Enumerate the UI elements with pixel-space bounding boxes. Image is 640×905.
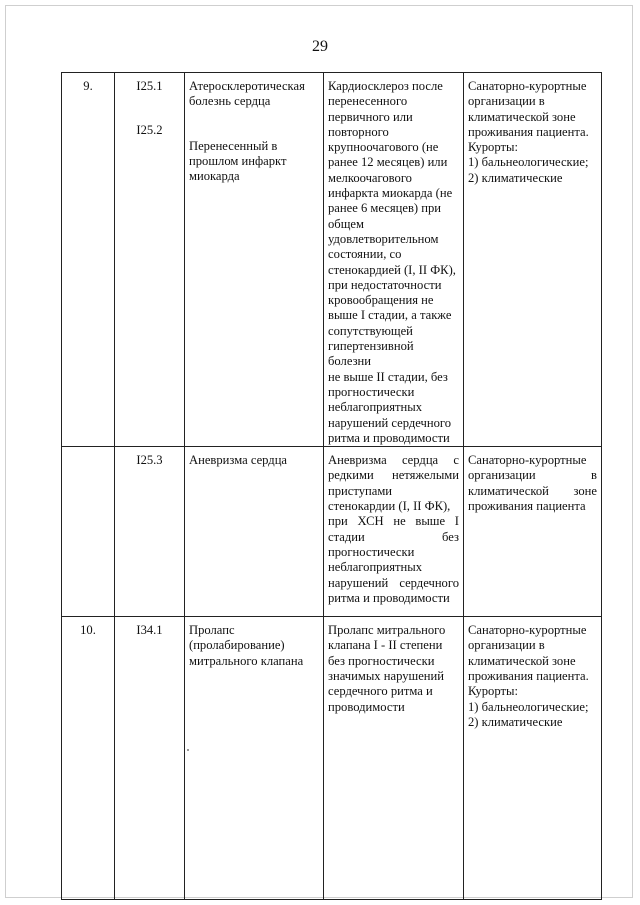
condition-line: ранее 12 месяцев) или <box>328 155 448 170</box>
icd-code: I34.1 <box>136 623 163 638</box>
icd-code: I25.3 <box>136 453 163 468</box>
icd-code: I25.2 <box>136 123 163 138</box>
condition-line: первичного или <box>328 109 413 124</box>
condition-line: Пролапс митрального <box>328 623 446 638</box>
condition-line: проводимости <box>328 699 405 714</box>
table-row <box>62 447 602 617</box>
condition-line: стенокардии (I, II ФК), <box>328 499 451 514</box>
condition-line: выше I стадии, а также <box>328 308 452 323</box>
condition-line: мелкоочагового <box>328 170 412 185</box>
condition-line: редкими нетяжелыми <box>328 468 459 483</box>
condition-line: прогностически <box>328 384 415 399</box>
recommendation-line: 1) бальнеологические; <box>468 155 589 170</box>
recommendation-line: Санаторно-курортные <box>468 453 587 468</box>
condition-line: ритма и проводимости <box>328 430 450 445</box>
recommendation-line: 1) бальнеологические; <box>468 699 589 714</box>
condition-line: кровообращения не <box>328 293 434 308</box>
recommendation-cell <box>464 447 602 617</box>
condition-cell <box>324 447 464 617</box>
recommendation-line: организации в <box>468 94 545 109</box>
condition-line: удовлетворительном <box>328 231 439 246</box>
row-number: 10. <box>62 617 115 900</box>
condition-line: клапана I - II степени <box>328 638 443 653</box>
diagnosis-text: Перенесенный в прошлом инфаркт миокарда <box>189 138 287 184</box>
scan-speck <box>187 749 189 751</box>
diagnosis-cell <box>185 617 324 900</box>
condition-cell <box>324 73 464 447</box>
condition-line: стадии без <box>328 529 459 544</box>
condition-line: повторного <box>328 124 389 139</box>
condition-line: значимых нарушений <box>328 669 445 684</box>
condition-line: при недостаточности <box>328 277 442 292</box>
icd-code-cell <box>115 447 185 617</box>
condition-line: состоянии, со <box>328 247 402 262</box>
recommendation-line: 2) климатические <box>468 714 563 729</box>
condition-line: ранее 6 месяцев) при <box>328 201 442 216</box>
condition-cell <box>324 617 464 900</box>
condition-line: без прогностически <box>328 653 435 668</box>
row-number: 9. <box>62 73 115 447</box>
recommendation-line: Санаторно-курортные <box>468 623 587 638</box>
condition-line: перенесенного <box>328 94 408 109</box>
treatment-table <box>61 72 602 900</box>
condition-line: стенокардией (I, II ФК), <box>328 262 456 277</box>
condition-line: нарушений сердечного <box>328 415 452 430</box>
recommendation-line: климатической зоне <box>468 483 597 498</box>
recommendation-line: проживания пациента <box>468 499 586 514</box>
condition-line: инфаркта миокарда (не <box>328 186 453 201</box>
condition-line: общем <box>328 216 364 231</box>
table-row <box>62 617 602 900</box>
recommendation-line: климатической зоне <box>468 109 576 124</box>
condition-line: приступами <box>328 483 393 498</box>
recommendation-line: Курорты: <box>468 684 518 699</box>
condition-line: Аневризма сердца с <box>328 453 459 468</box>
diagnosis-text: Атеросклеротическая болезнь сердца <box>189 79 305 109</box>
diagnosis-cell <box>185 73 324 447</box>
page-number: 29 <box>312 38 328 55</box>
table-row <box>62 73 602 447</box>
diagnosis-cell <box>185 447 324 617</box>
diagnosis-text: Пролапс (пролабирование) митрального клапана <box>189 623 304 668</box>
icd-code-cell <box>115 617 185 900</box>
condition-line: прогностически <box>328 544 415 559</box>
recommendation-line: 2) климатические <box>468 170 563 185</box>
recommendation-line: проживания пациента. <box>468 124 589 139</box>
condition-line: не выше II стадии, без <box>328 369 448 384</box>
recommendation-line: климатической зоне <box>468 653 576 668</box>
icd-code: I25.1 <box>136 79 163 93</box>
condition-line: ритма и проводимости <box>328 590 450 605</box>
recommendation-line: Курорты: <box>468 140 518 155</box>
icd-code-cell <box>115 73 185 447</box>
condition-line: неблагоприятных <box>328 400 423 415</box>
recommendation-line: организации в <box>468 468 597 483</box>
condition-line: неблагоприятных <box>328 560 423 575</box>
row-number <box>62 447 115 617</box>
condition-line: при ХСН не выше I <box>328 514 459 529</box>
recommendation-line: организации в <box>468 638 545 653</box>
condition-line: сердечного ритма и <box>328 684 433 699</box>
condition-line: сопутствующей <box>328 323 413 338</box>
diagnosis-text: Аневризма сердца <box>189 453 288 468</box>
condition-line: гипертензивной болезни <box>328 339 414 369</box>
recommendation-cell <box>464 73 602 447</box>
condition-line: крупноочагового (не <box>328 140 439 155</box>
recommendation-cell <box>464 617 602 900</box>
recommendation-line: Санаторно-курортные <box>468 79 587 93</box>
condition-line: нарушений сердечного <box>328 575 459 590</box>
recommendation-line: проживания пациента. <box>468 669 589 684</box>
condition-line: Кардиосклероз после <box>328 79 443 93</box>
